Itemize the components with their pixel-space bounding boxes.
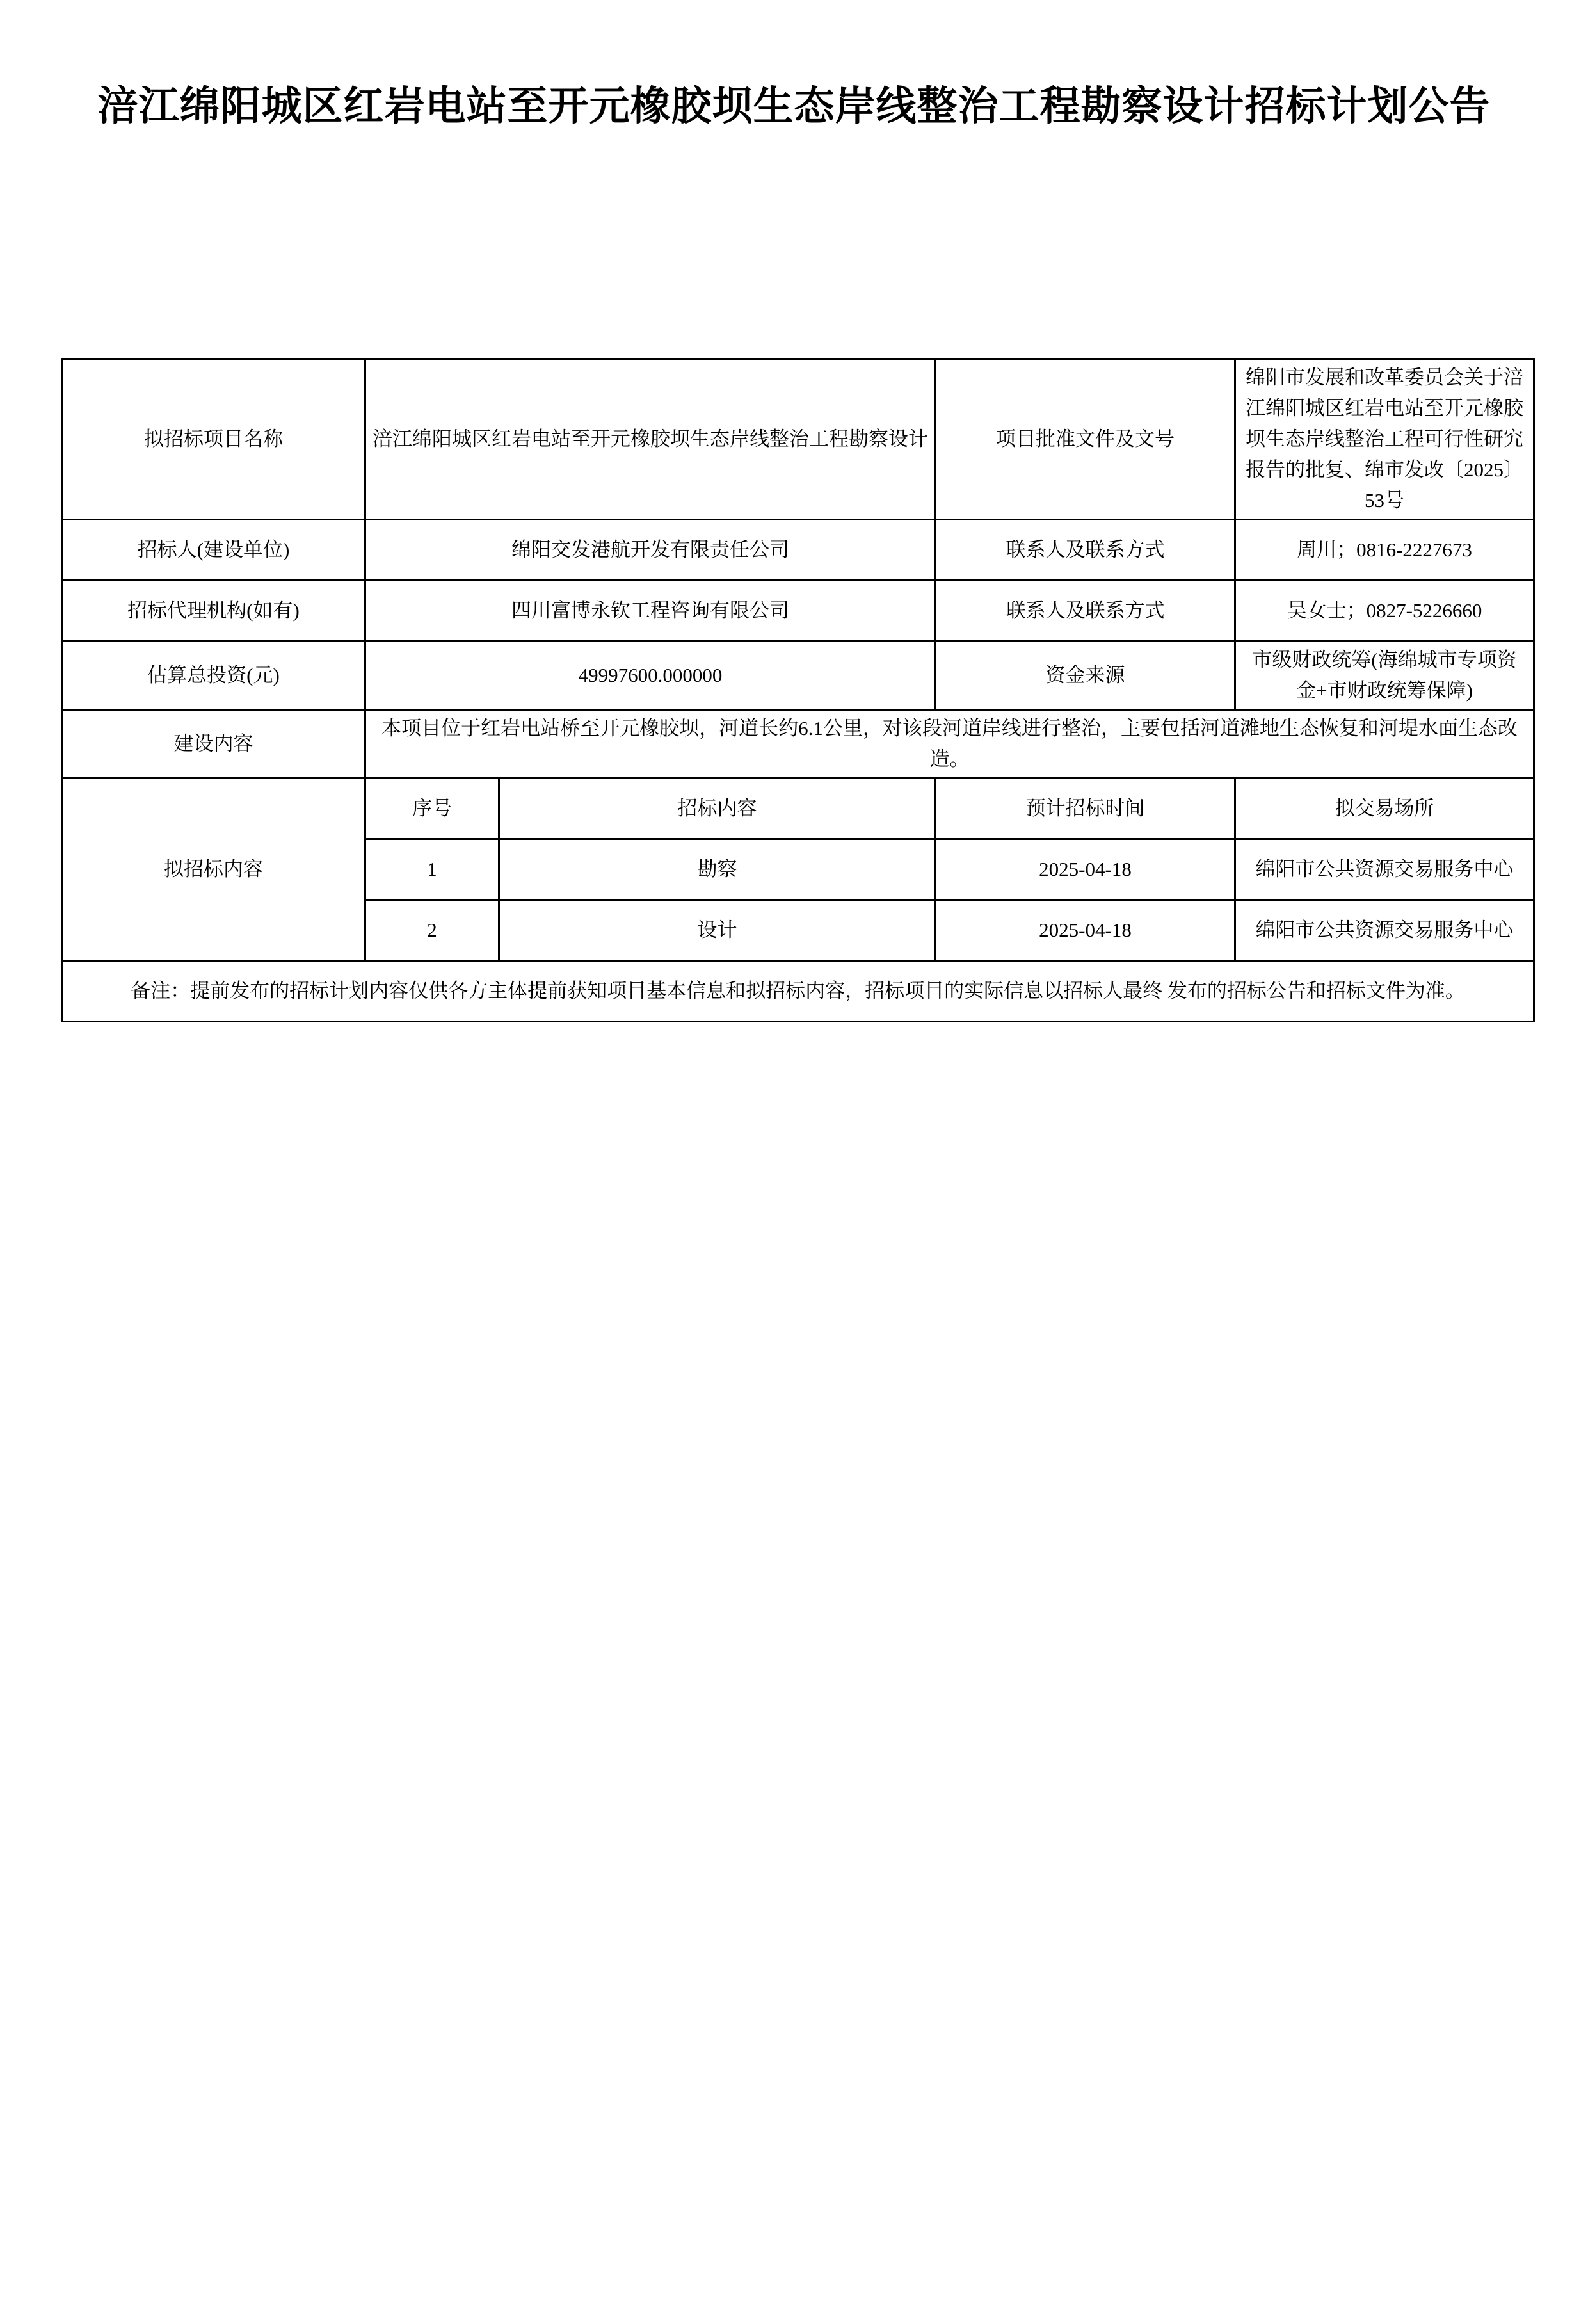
- bid-row-venue: 绵阳市公共资源交易服务中心: [1235, 839, 1534, 900]
- table-row: [62, 642, 1534, 710]
- table-row: [62, 710, 1534, 779]
- table-row: [62, 961, 1534, 1022]
- bid-row-venue: 绵阳市公共资源交易服务中心: [1235, 900, 1534, 961]
- agency-contact-value: 吴女士；0827-5226660: [1235, 581, 1534, 642]
- construction-content-label: 建设内容: [62, 710, 365, 779]
- column-header-no: 序号: [365, 779, 499, 839]
- table-row: [62, 520, 1534, 581]
- agency-label: 招标代理机构(如有): [62, 581, 365, 642]
- investment-value: 49997600.000000: [365, 642, 936, 710]
- bid-plan-label: 拟招标内容: [62, 779, 365, 961]
- bid-row-time: 2025-04-18: [936, 900, 1235, 961]
- table-row: [62, 779, 1534, 839]
- announcement-table: [61, 358, 1535, 1022]
- bid-row-no: 1: [365, 839, 499, 900]
- table-row: [62, 581, 1534, 642]
- column-header-venue: 拟交易场所: [1235, 779, 1534, 839]
- tenderer-value: 绵阳交发港航开发有限责任公司: [365, 520, 936, 581]
- bid-row-no: 2: [365, 900, 499, 961]
- tenderer-label: 招标人(建设单位): [62, 520, 365, 581]
- project-name-value: 涪江绵阳城区红岩电站至开元橡胶坝生态岸线整治工程勘察设计: [365, 359, 936, 520]
- tenderer-contact-value: 周川；0816-2227673: [1235, 520, 1534, 581]
- fund-source-value: 市级财政统筹(海绵城市专项资金+市财政统筹保障): [1235, 642, 1534, 710]
- project-name-label: 拟招标项目名称: [62, 359, 365, 520]
- remark-cell: 备注：提前发布的招标计划内容仅供各方主体提前获知项目基本信息和拟招标内容，招标项目的实际信息以招标人最终 发布的招标公告和招标文件为准。: [62, 961, 1534, 1022]
- bid-row-content: 勘察: [499, 839, 936, 900]
- approval-doc-value: 绵阳市发展和改革委员会关于涪江绵阳城区红岩电站至开元橡胶坝生态岸线整治工程可行性研究报告的批复、绵市发改〔2025〕53号: [1235, 359, 1534, 520]
- agency-value: 四川富博永钦工程咨询有限公司: [365, 581, 936, 642]
- bid-row-time: 2025-04-18: [936, 839, 1235, 900]
- investment-label: 估算总投资(元): [62, 642, 365, 710]
- approval-doc-label: 项目批准文件及文号: [936, 359, 1235, 520]
- page-title: 涪江绵阳城区红岩电站至开元橡胶坝生态岸线整治工程勘察设计招标计划公告: [97, 84, 1491, 129]
- column-header-content: 招标内容: [499, 779, 936, 839]
- bid-row-content: 设计: [499, 900, 936, 961]
- construction-content-value: 本项目位于红岩电站桥至开元橡胶坝，河道长约6.1公里，对该段河道岸线进行整治，主要包括河道滩地生态恢复和河堤水面生态改造。: [365, 710, 1534, 779]
- table-row: [62, 359, 1534, 520]
- agency-contact-label: 联系人及联系方式: [936, 581, 1235, 642]
- tenderer-contact-label: 联系人及联系方式: [936, 520, 1235, 581]
- fund-source-label: 资金来源: [936, 642, 1235, 710]
- column-header-time: 预计招标时间: [936, 779, 1235, 839]
